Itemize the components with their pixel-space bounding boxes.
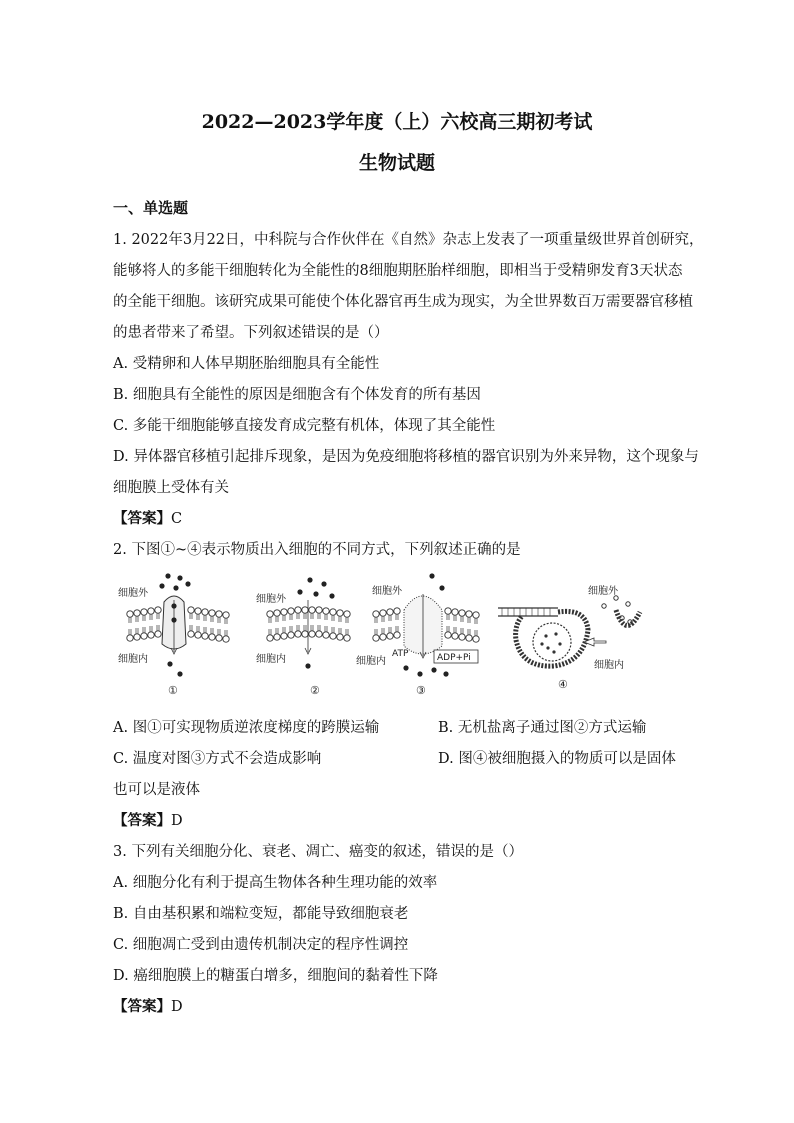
panel-3 bbox=[356, 573, 479, 697]
label-outside: 细胞外 bbox=[372, 586, 402, 597]
label-inside: 细胞内 bbox=[594, 660, 624, 671]
membrane-transport-figure bbox=[118, 570, 678, 700]
label-inside: 细胞内 bbox=[256, 654, 286, 665]
q1-stem-line: 的患者带来了希望。下列叙述错误的是（） bbox=[113, 325, 389, 341]
panel-2 bbox=[256, 577, 350, 697]
q1-stem-line: 的全能干细胞。该研究成果可能使个体化器官再生成为现实，为全世界数百万需要器官移植 bbox=[113, 294, 693, 310]
document-subtitle: 生物试题 bbox=[358, 152, 435, 174]
panel-label: ① bbox=[168, 684, 178, 697]
q3-option-c: C. 细胞凋亡受到由遗传机制决定的程序性调控 bbox=[113, 937, 409, 953]
q1-option-d-continued: 细胞膜上受体有关 bbox=[113, 480, 229, 496]
panel-label: ③ bbox=[416, 684, 426, 697]
q2-option-d: D. 图④被细胞摄入的物质可以是固体 bbox=[438, 751, 676, 767]
section-heading: 一、单选题 bbox=[113, 199, 189, 217]
q3-option-a: A. 细胞分化有利于提高生物体各种生理功能的效率 bbox=[113, 875, 438, 891]
q1-option-c: C. 多能干细胞能够直接发育成完整有机体，体现了其全能性 bbox=[113, 418, 496, 434]
panel-4 bbox=[498, 584, 640, 691]
q3-answer bbox=[113, 995, 183, 1016]
q1-stem-line: 1. 2022年3月22日，中科院与合作伙伴在《自然》杂志上发表了一项重量级世界首创研究， bbox=[113, 232, 704, 248]
q2-option-b: B. 无机盐离子通过图②方式运输 bbox=[438, 720, 647, 736]
arrow-icon bbox=[584, 638, 606, 646]
q3-option-d: D. 癌细胞膜上的糖蛋白增多，细胞间的黏着性下降 bbox=[113, 968, 438, 984]
q2-option-a: A. 图①可实现物质逆浓度梯度的跨膜运输 bbox=[113, 720, 380, 736]
answer-value: C bbox=[171, 511, 183, 527]
label-inside: 细胞内 bbox=[118, 654, 148, 665]
q2-option-d-continued: 也可以是液体 bbox=[113, 782, 200, 798]
q3-stem: 3. 下列有关细胞分化、衰老、凋亡、癌变的叙述，错误的是（） bbox=[113, 844, 523, 860]
label-inside: 细胞内 bbox=[356, 656, 386, 667]
label-outside: 细胞外 bbox=[256, 594, 286, 605]
q2-answer bbox=[113, 809, 183, 830]
answer-value: D bbox=[171, 813, 183, 829]
panel-label: ② bbox=[310, 684, 320, 697]
answer-value: D bbox=[171, 999, 183, 1015]
vesicle-icon bbox=[533, 623, 571, 661]
q1-answer bbox=[113, 507, 182, 528]
label-outside: 细胞外 bbox=[588, 586, 618, 597]
q2-option-c: C. 温度对图③方式不会造成影响 bbox=[113, 751, 322, 767]
q1-option-b: B. 细胞具有全能性的原因是细胞含有个体发育的所有基因 bbox=[113, 387, 481, 403]
panel-label: ④ bbox=[558, 678, 568, 691]
label-adp: ADP+Pi bbox=[437, 653, 471, 663]
answer-label: 【答案】 bbox=[113, 812, 171, 829]
answer-label: 【答案】 bbox=[113, 998, 171, 1015]
panel-1 bbox=[118, 573, 229, 697]
q1-stem-line: 能够将人的多能干细胞转化为全能性的8细胞期胚胎样细胞，即相当于受精卵发育3天状态 bbox=[113, 263, 683, 279]
q2-stem: 2. 下图①~④表示物质出入细胞的不同方式，下列叙述正确的是 bbox=[113, 542, 521, 558]
q1-option-d: D. 异体器官移植引起排斥现象，是因为免疫细胞将移植的器官识别为外来异物，这个现象与 bbox=[113, 449, 699, 465]
label-atp: ATP bbox=[392, 649, 409, 659]
answer-label: 【答案】 bbox=[113, 510, 171, 527]
label-outside: 细胞外 bbox=[118, 588, 148, 599]
q3-option-b: B. 自由基积累和端粒变短，都能导致细胞衰老 bbox=[113, 906, 409, 922]
q1-option-a: A. 受精卵和人体早期胚胎细胞具有全能性 bbox=[113, 356, 380, 372]
document-title: 2022—2023学年度（上）六校高三期初考试 bbox=[201, 111, 593, 133]
